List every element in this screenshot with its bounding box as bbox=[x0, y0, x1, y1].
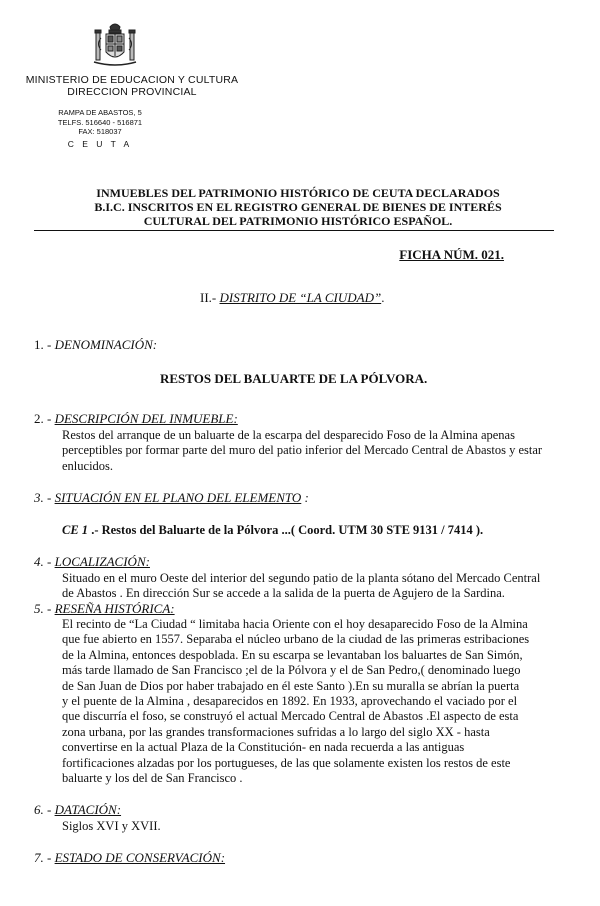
text-line: Siglos XVI y XVII. bbox=[62, 819, 161, 833]
section-datacion-heading bbox=[34, 802, 121, 818]
ministry-header bbox=[14, 74, 250, 98]
section-title: LOCALIZACIÓN: bbox=[54, 554, 150, 569]
localizacion-body bbox=[62, 571, 562, 602]
text-line: convertirse en la actual Plaza de la Constitución- en nada recuerda a las antiguas bbox=[62, 740, 465, 755]
section-number: 1. - bbox=[34, 337, 55, 352]
text-line: fortificaciones alzadas por los portugueses, de las que solamente existen los restos de este bbox=[62, 755, 511, 770]
text-line: de Abastos . En dirección Sur se accede a la salida de la puerta de Agujero de la Sardina. bbox=[62, 586, 505, 601]
fax-line: FAX: 518037 bbox=[78, 127, 122, 136]
contact-block bbox=[40, 108, 160, 149]
section-denominacion-heading bbox=[34, 337, 157, 353]
text-line: zona urbana, por las grandes transformaciones sufridas a lo largo del siglo XX - hasta bbox=[62, 724, 490, 739]
coat-of-arms-logo bbox=[92, 18, 138, 70]
section-number: 2. - bbox=[34, 411, 55, 426]
datacion-body bbox=[62, 819, 562, 834]
section-number: 3. - bbox=[34, 490, 55, 505]
title-line: INMUEBLES DEL PATRIMONIO HISTÓRICO DE CEUTA DECLARADOS bbox=[96, 186, 500, 200]
text-line: que discurría el foso, se construyó el actual Mercado Central de Abastos .El aspecto de esta bbox=[62, 709, 519, 724]
plano-description: .- Restos del Baluarte de la Pólvora ...( Coord. UTM 30 STE 9131 / 7414 ). bbox=[88, 523, 484, 537]
ministry-line: MINISTERIO DE EDUCACION Y CULTURA bbox=[25, 74, 239, 86]
section-title: SITUACIÓN EN EL PLANO DEL ELEMENTO bbox=[54, 490, 302, 505]
section-localizacion-heading bbox=[34, 554, 150, 570]
section-title: ESTADO DE CONSERVACIÓN: bbox=[54, 850, 226, 865]
section-descripcion-heading bbox=[34, 411, 238, 427]
district-name: DISTRITO DE “LA CIUDAD” bbox=[219, 290, 382, 305]
title-line: CULTURAL DEL PATRIMONIO HISTÓRICO ESPAÑOL. bbox=[143, 214, 453, 228]
text-line: Restos del arranque de un baluarte de la escarpa del desparecido Foso de la Almina apenas bbox=[62, 428, 515, 442]
section-title: RESEÑA HISTÓRICA: bbox=[54, 601, 175, 616]
directorate-line: DIRECCION PROVINCIAL bbox=[67, 86, 197, 98]
district-suffix: . bbox=[381, 290, 385, 305]
plano-code: CE 1 bbox=[62, 523, 89, 537]
text-line: de la Almina, entonces despoblada. En su escarpa se levantaban los baluartes de San Simón, bbox=[62, 647, 523, 662]
section-number: 5. - bbox=[34, 601, 55, 616]
district-heading bbox=[200, 290, 384, 306]
city-line: C E U T A bbox=[67, 138, 133, 149]
section-resena-heading bbox=[34, 601, 175, 617]
text-line: baluarte y los del de San Francisco . bbox=[62, 771, 243, 786]
title-line: B.I.C. INSCRITOS EN EL REGISTRO GENERAL DE BIENES DE INTERÉS bbox=[94, 200, 502, 214]
plano-element-line bbox=[62, 523, 483, 538]
section-title: DESCRIPCIÓN DEL INMUEBLE: bbox=[54, 411, 238, 426]
descripcion-body bbox=[62, 428, 562, 474]
ficha-number: FICHA NÚM. 021. bbox=[399, 247, 504, 262]
section-title: DATACIÓN: bbox=[54, 802, 122, 817]
resena-body bbox=[62, 617, 562, 786]
title-divider bbox=[34, 230, 554, 231]
text-line: de San Juan de Dios por haber trabajado en él este Santo ).En su muralla se abrían la puerta bbox=[62, 678, 520, 693]
text-line: El recinto de “La Ciudad “ limitaba hacia Oriente con el hoy desaparecido Foso de la Almina bbox=[62, 617, 528, 631]
section-title-suffix: : bbox=[301, 490, 309, 505]
document-title bbox=[34, 186, 562, 228]
phone-line: TELFS. 516640 - 516871 bbox=[57, 117, 143, 127]
section-title: DENOMINACIÓN: bbox=[54, 337, 158, 352]
section-number: 4. - bbox=[34, 554, 55, 569]
section-situacion-heading bbox=[34, 490, 309, 506]
address-line: RAMPA DE ABASTOS, 5 bbox=[58, 108, 142, 117]
text-line: más tarde llamado de San Francisco ;el de la Pólvora y el de San Pedro,( denominado luego bbox=[62, 663, 521, 678]
text-line: Situado en el muro Oeste del interior del segundo patio de la planta sótano del Mercado Central bbox=[62, 571, 541, 585]
text-line: que fue abierto en 1557. Separaba el núcleo urbano de la ciudad de las primeras estribaciones bbox=[62, 632, 530, 647]
section-estado-heading bbox=[34, 850, 225, 866]
section-number: 6. - bbox=[34, 802, 55, 817]
text-line: perceptibles por formar parte del muro del patio inferior del Mercado Central de Abastos y estar bbox=[62, 443, 543, 458]
text-line: y el puente de la Almina , desaparecidos en 1892. En 1933, aprovechando el vaciado por el bbox=[62, 694, 518, 709]
section-number: 7. - bbox=[34, 850, 55, 865]
district-prefix: II.- bbox=[200, 290, 220, 305]
text-line: enlucidos. bbox=[62, 458, 114, 473]
denominacion-value: RESTOS DEL BALUARTE DE LA PÓLVORA. bbox=[160, 371, 428, 386]
